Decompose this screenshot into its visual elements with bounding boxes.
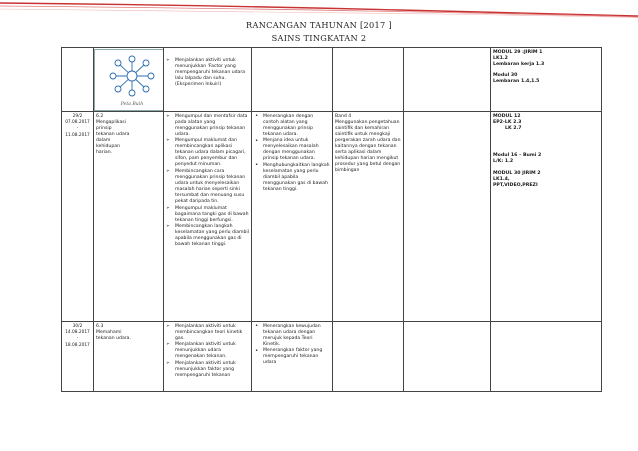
list-item: ➢ Membincangkan cara menggunakan prinsip tekanan udara untuk menyelesaikan masalah harian seperti sinki tersumbat dan menuang susu pekat daripada tin. <box>166 169 249 205</box>
resource-line: Modul 16 – Bumi 2 <box>493 153 542 159</box>
std-code: 6.3 <box>96 323 104 329</box>
resource-line: Modul 30 <box>493 73 518 79</box>
list-item: • Menerangkan kewujudan tekanan udara dengan merujuk kepada Teori Kinetik. <box>254 324 330 348</box>
resources-cell <box>491 48 602 112</box>
week-cell <box>62 48 94 112</box>
resource-line: L/K: 1.2 <box>493 159 514 165</box>
table-row <box>62 322 602 392</box>
empty-cell <box>404 322 491 392</box>
band-description: Menggunakan pengetahuan saintifik dan kemahiran saintifik untuk mengkaji pergerakan zarah udara dan kaitannya dengan tekanan serta aplikasi dalam kehidupan harian mengikut prosedur yang betul dengan bimbingan <box>335 119 401 174</box>
week-date-start: 07.08.2017 <box>65 119 90 125</box>
resource-line: Lembaran kerja 1.3 <box>493 61 545 67</box>
table-row <box>62 48 602 112</box>
band-label: Band 4 <box>335 113 352 119</box>
std-kandungan-cell <box>94 48 164 112</box>
week-cell <box>62 322 94 392</box>
resource-line: MODUL 30 JIRIM 2 <box>493 170 541 176</box>
week-date-start: 14.08.2017 <box>65 329 90 335</box>
logo-label: Peta Buih <box>120 102 144 107</box>
list-item: ➢ Mengumpul maklumat bagaimana tangki gas di bawah tekanan tinggi berfungsi. <box>166 206 249 224</box>
list-item: ➢ Menjalankan aktiviti untuk membincangkan teori kinetik gas. <box>166 324 249 342</box>
prestasi-cell <box>333 322 404 392</box>
objektif-cell <box>252 322 333 392</box>
resource-line: EP2-LK 2.3 <box>493 119 522 125</box>
resource-line: LK1.2 <box>493 55 508 61</box>
list-item: ➢ Menjalankan aktiviti untuk menunjukkan udara mengenakan tekanan. <box>166 342 249 360</box>
table-row <box>62 112 602 322</box>
list-item: ➢ Menjalankan aktiviti untuk menunjukkan faktor yang mempengaruhi tekanan <box>166 361 249 379</box>
resource-line: Lembaran 1.4,1.5 <box>493 79 540 85</box>
std-pembelajaran-cell <box>164 322 252 392</box>
std-pembelajaran-cell <box>164 48 252 112</box>
week-date-end: 11.08.2017 <box>65 132 90 138</box>
bubble-map-icon <box>95 50 164 110</box>
header-decor-lines <box>0 0 638 18</box>
std-kandungan-cell <box>94 322 164 392</box>
week-separator: - <box>76 126 79 132</box>
resource-line: LK 2.7 <box>505 125 522 131</box>
resources-cell <box>491 322 602 392</box>
std-text: tekanan udara <box>96 131 130 137</box>
list-item: ➢ Mengumpul maklumat dan membincangkan aplikasi tekanan udara dalam picagari, sifon, pam penyembur dan penyedut minuman. <box>166 138 249 168</box>
document-header <box>0 0 638 45</box>
resources-cell <box>491 112 602 322</box>
std-pembelajaran-cell <box>164 112 252 322</box>
page-subtitle: SAINS TINGKATAN 2 <box>271 33 367 43</box>
week-date-end: 18.08.2017 <box>65 342 90 348</box>
empty-cell <box>404 48 491 112</box>
list-item: • Menerangkan faktor yang mempengaruhi tekanan udara <box>254 348 330 366</box>
std-text: Memahami <box>96 329 122 335</box>
std-kandungan-cell <box>94 112 164 322</box>
page-title: RANCANGAN TAHUNAN [2017 ] <box>246 20 392 30</box>
std-code: 6.2 <box>96 113 104 119</box>
list-item: ➢ Menjalankan aktiviti untuk menunjukkan 'Factor yang mempengaruhi tekanan udara lalu lalpadu dan suhu. (Eksperimen Inkuiri) <box>166 58 249 88</box>
std-text: harian. <box>96 149 113 155</box>
peta-buih-logo <box>94 49 164 111</box>
list-item: • Menghubungkaitkan langkah keselamatan yang perlu diambil apabila menggunakan gas di bawah tekanan tinggi. <box>254 163 330 193</box>
week-number: 29/2 <box>72 113 83 119</box>
objektif-cell <box>252 112 333 322</box>
prestasi-cell <box>333 48 404 112</box>
std-text: kehidupan <box>96 143 120 149</box>
week-number: 30/2 <box>72 323 83 329</box>
yearly-plan-table <box>61 47 602 392</box>
objektif-cell <box>252 48 333 112</box>
list-item: • Menerangkan dengan contoh alatan yang menggunakan prinsip tekanan udara. <box>254 114 330 138</box>
empty-cell <box>404 112 491 322</box>
resource-line: LK1.4, <box>493 176 510 182</box>
std-text: dalam <box>96 137 111 143</box>
week-cell <box>62 112 94 322</box>
week-separator: - <box>76 336 79 342</box>
prestasi-cell <box>333 112 404 322</box>
std-text: Mengaplikasi <box>96 119 126 125</box>
resource-line: PPT,VIDEO,PREZI <box>493 182 538 188</box>
list-item: • Menjana idea untuk menyelesaikan masalah dengan menggunakan prinsip tekanan udara. <box>254 138 330 162</box>
std-text: prinsip <box>96 125 112 131</box>
resource-line: MODUL 12 <box>493 113 521 119</box>
list-item: ➢ Mengumpul dan mentafsir data pada alatan yang menggunakan prinsip tekanan udara. <box>166 114 249 138</box>
list-item: ➢ Membincangkan langkah keselamatan yang perlu diambil apabila menggunakan gas di bawah tekanan tinggi. <box>166 224 249 248</box>
std-text: tekanan udara. <box>96 335 131 341</box>
resource-line: MODUL 29 :JIRIM 1 <box>493 49 543 55</box>
